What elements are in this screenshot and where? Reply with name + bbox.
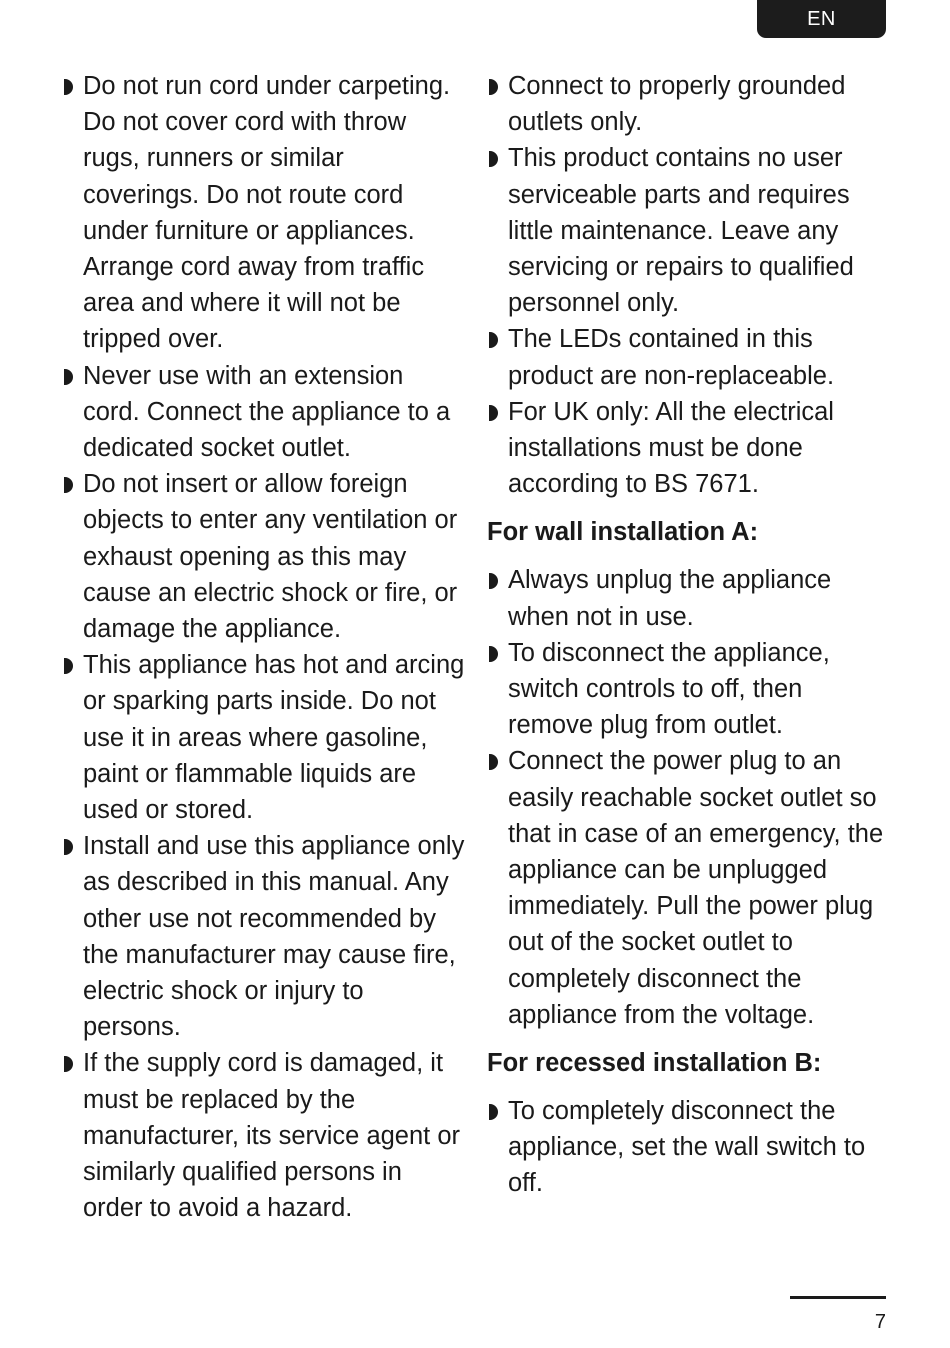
- list-item: [487, 1093, 892, 1202]
- list-item-text: If the supply cord is damaged, it must be replaced by the manufacturer, its service agent or similarly qualified persons in order to avoid a hazard.: [83, 1049, 461, 1223]
- list-item-text: To completely disconnect the appliance, set the wall switch to off.: [508, 1097, 866, 1198]
- list-item: [487, 394, 892, 503]
- bullet-icon: [489, 573, 498, 589]
- list-item-text: Do not insert or allow foreign objects to enter any ventilation or exhaust opening as this may cause an electric shock or fire, or damage the appliance.: [83, 470, 458, 644]
- bullet-icon: [64, 1056, 73, 1072]
- section-heading-wall-installation: For wall installation A:: [487, 518, 759, 547]
- recessed-installation-list: [487, 1093, 892, 1202]
- list-item: [487, 321, 892, 393]
- list-item: [62, 647, 467, 828]
- bullet-icon: [64, 658, 73, 674]
- language-tab: EN: [757, 0, 886, 38]
- page-number: 7: [874, 1311, 886, 1333]
- bullet-icon: [64, 477, 73, 493]
- list-item-text: The LEDs contained in this product are non-replaceable.: [508, 325, 835, 390]
- list-item: [487, 743, 892, 1033]
- list-item-text: This appliance has hot and arcing or sparking parts inside. Do not use it in areas where gasoline, paint or flammable liquids are used or stored.: [83, 651, 465, 825]
- list-item-text: For UK only: All the electrical installations must be done according to BS 7671.: [508, 397, 834, 499]
- list-item: [62, 358, 467, 467]
- bullet-icon: [489, 151, 498, 167]
- bullet-icon: [489, 79, 498, 95]
- safety-list-left: [62, 68, 467, 1227]
- list-item-text: Do not run cord under carpeting. Do not cover cord with throw rugs, runners or similar coverings. Do not route cord under furniture or appliances. Arrange cord away from traffic area and where it will not be tripped over.: [83, 72, 451, 354]
- bullet-icon: [64, 79, 73, 95]
- list-item: [62, 1045, 467, 1226]
- bullet-icon: [489, 754, 498, 770]
- list-item: [62, 828, 467, 1045]
- list-item: [487, 68, 892, 140]
- list-item: [487, 635, 892, 744]
- left-column: [62, 68, 467, 1227]
- list-item-text: To disconnect the appliance, switch controls to off, then remove plug from outlet.: [508, 638, 830, 740]
- list-item-text: Always unplug the appliance when not in use.: [508, 566, 832, 631]
- wall-installation-list: [487, 562, 892, 1033]
- bullet-icon: [489, 332, 498, 348]
- section-heading-recessed-installation: For recessed installation B:: [487, 1049, 822, 1078]
- list-item-text: This product contains no user serviceable parts and requires little maintenance. Leave any servicing or repairs to qualified personnel only.: [508, 144, 854, 318]
- safety-list-right: [487, 68, 892, 502]
- list-item-text: Connect to properly grounded outlets only.: [508, 72, 846, 137]
- bullet-icon: [489, 1104, 498, 1120]
- list-item: [487, 140, 892, 321]
- list-item-text: Install and use this appliance only as described in this manual. Any other use not recommended by the manufacturer may cause fire, electric shock or injury to persons.: [83, 832, 465, 1042]
- bullet-icon: [489, 405, 498, 421]
- list-item: [62, 466, 467, 647]
- list-item: [487, 562, 892, 634]
- list-item-text: Connect the power plug to an easily reachable socket outlet so that in case of an emergency, the appliance can be unplugged immediately. Pull the power plug out of the socket outlet to completely disconnect the appliance from the voltage.: [508, 747, 884, 1029]
- bullet-icon: [64, 369, 73, 385]
- footer-divider: [790, 1296, 886, 1299]
- right-column: [487, 68, 892, 1202]
- bullet-icon: [64, 839, 73, 855]
- list-item: [62, 68, 467, 358]
- bullet-icon: [489, 646, 498, 662]
- list-item-text: Never use with an extension cord. Connect the appliance to a dedicated socket outlet.: [83, 361, 451, 463]
